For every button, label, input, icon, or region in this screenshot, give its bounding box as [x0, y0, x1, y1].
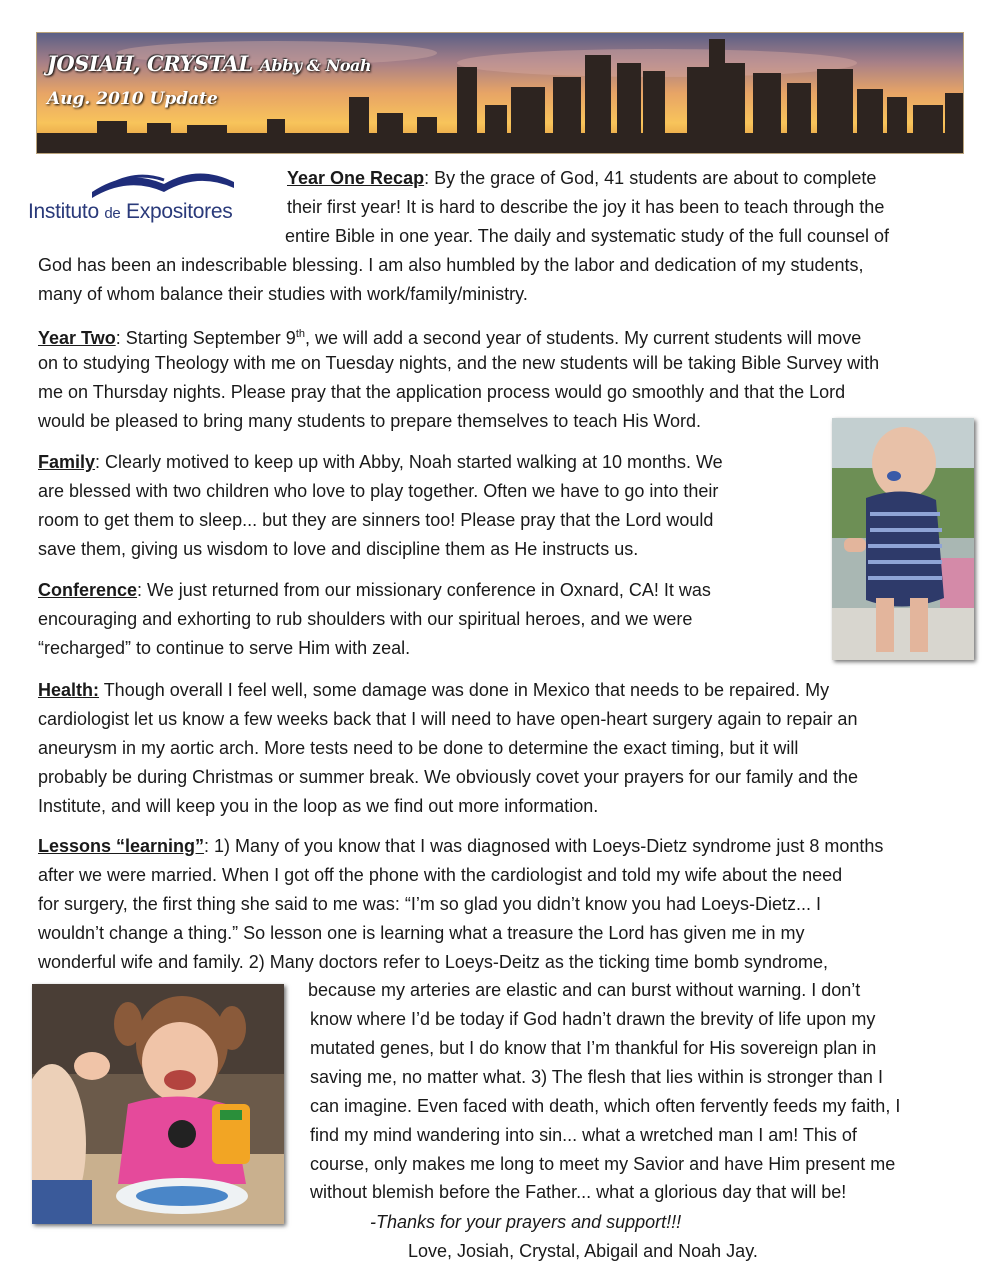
year-one-heading: Year One Recap [287, 168, 425, 188]
logo-text: Instituto de Expositores [28, 200, 233, 223]
conference-line-3: “recharged” to continue to serve Him with zeal. [38, 638, 411, 658]
open-book-icon [88, 162, 238, 202]
health-line-4: probably be during Christmas or summer break. We obviously covet your prayers for our family and the [38, 767, 859, 787]
year-one-line-5: many of whom balance their studies with work/family/ministry. [38, 284, 528, 304]
health-line-1: Health: Though overall I feel well, some damage was done in Mexico that needs to be repaired. My [38, 680, 830, 700]
lessons-heading: Lessons “learning” [38, 836, 205, 856]
health-line-2: cardiologist let us know a few weeks back that I will need to have open-heart surgery again to repair an [38, 709, 858, 729]
health-heading: Health: [38, 680, 100, 700]
banner-subtitle: Aug. 2010 Update [47, 89, 218, 109]
lessons-line-2: after we were married. When I got off the phone with the cardiologist and told my wife about the need [38, 865, 843, 885]
year-two-line-2: on to studying Theology with me on Tuesday nights, and the new students will be taking Bible Survey with [38, 353, 880, 373]
lessons-line-13: without blemish before the Father... what a glorious day that will be! [310, 1182, 847, 1202]
lessons-line-10: can imagine. Even faced with death, which often fervently feeds my faith, I [310, 1096, 901, 1116]
year-one-line-4: God has been an indescribable blessing. I am also humbled by the labor and dedication of my students, [38, 255, 864, 275]
family-line-2: are blessed with two children who love to play together. Often we have to go into their [38, 481, 719, 501]
family-line-3: room to get them to sleep... but they are sinners too! Please pray that the Lord would [38, 510, 714, 530]
conference-line-1: Conference: We just returned from our missionary conference in Oxnard, CA! It was [38, 580, 711, 600]
family-line-4: save them, giving us wisdom to love and discipline them as He instructs us. [38, 539, 639, 559]
lessons-line-8: mutated genes, but I do know that I’m thankful for His sovereign plan in [310, 1038, 877, 1058]
year-two-line-3: me on Thursday nights. Please pray that the application process would go smoothly and that the Lord [38, 382, 846, 402]
lessons-line-7: know where I’d be today if God hadn’t drawn the brevity of life upon my [310, 1009, 876, 1029]
baby-noah-photo [832, 418, 974, 660]
institute-logo [28, 162, 270, 230]
lessons-line-3: for surgery, the first thing she said to me was: “I’m so glad you didn’t know you had Loeys-Dietz... I [38, 894, 822, 914]
year-one-line-1: Year One Recap: By the grace of God, 41 students are about to complete [287, 168, 877, 188]
banner-title: JOSIAH, CRYSTAL Abby & Noah [47, 51, 371, 76]
conference-line-2: encouraging and exhorting to rub shoulders with our spiritual heroes, and we were [38, 609, 693, 629]
year-one-line-3: entire Bible in one year. The daily and systematic study of the full counsel of [285, 226, 890, 246]
health-line-5: Institute, and will keep you in the loop as we find out more information. [38, 796, 599, 816]
family-line-1: Family: Clearly motived to keep up with Abby, Noah started walking at 10 months. We [38, 452, 723, 472]
year-two-heading: Year Two [38, 328, 116, 348]
lessons-line-11: find my mind wandering into sin... what a wretched man I am! This of [310, 1125, 857, 1145]
lessons-line-12: course, only makes me long to meet my Savior and have Him present me [310, 1154, 896, 1174]
abby-painting-photo [32, 984, 284, 1224]
header-banner [36, 32, 964, 154]
lessons-line-4: wouldn’t change a thing.” So lesson one is learning what a treasure the Lord has given me in my [38, 923, 805, 943]
lessons-line-6: because my arteries are elastic and can burst without warning. I don’t [308, 980, 861, 1000]
family-heading: Family [38, 452, 96, 472]
year-one-line-2: their first year! It is hard to describe the joy it has been to teach through the [287, 197, 885, 217]
lessons-line-1: Lessons “learning”: 1) Many of you know that I was diagnosed with Loeys-Dietz syndrome just 8 months [38, 836, 884, 856]
closing-signature: Love, Josiah, Crystal, Abigail and Noah Jay. [408, 1241, 758, 1261]
lessons-line-5: wonderful wife and family. 2) Many doctors refer to Loeys-Deitz as the ticking time bomb syndrome, [38, 952, 828, 972]
conference-heading: Conference [38, 580, 138, 600]
lessons-line-9: saving me, no matter what. 3) The flesh that lies within is stronger than I [310, 1067, 883, 1087]
health-line-3: aneurysm in my aortic arch. More tests need to be done to determine the exact timing, but it will [38, 738, 799, 758]
year-two-line-4: would be pleased to bring many students to prepare themselves to teach His Word. [38, 411, 702, 431]
year-two-line-1: Year Two: Starting September 9th, we will add a second year of students. My current students will move [38, 328, 862, 348]
closing-thanks: -Thanks for your prayers and support!!! [370, 1212, 682, 1232]
